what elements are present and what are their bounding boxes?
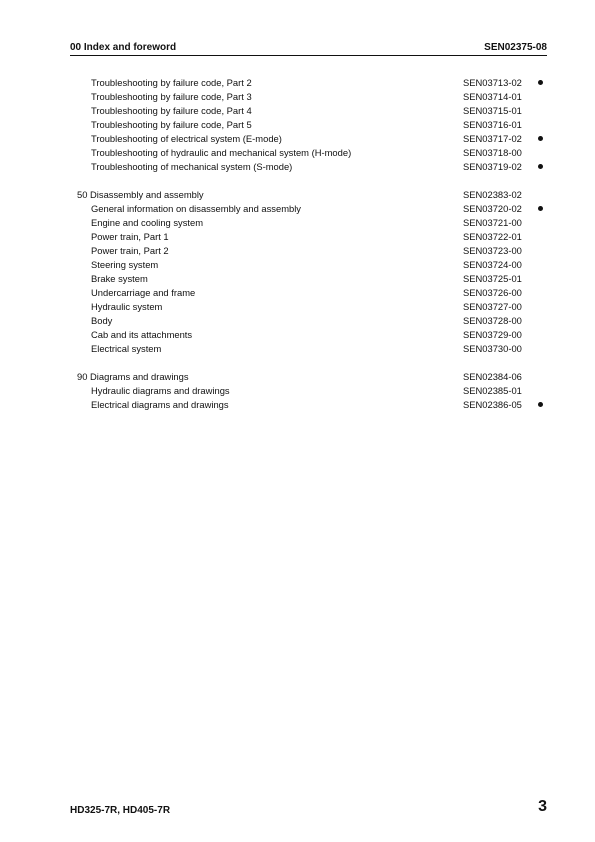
toc-entry-row <box>70 90 547 104</box>
toc-entry-title: Cab and its attachments <box>91 329 193 340</box>
toc-entry-code: SEN03723-00 <box>463 245 522 256</box>
bullet-dot-icon <box>538 402 543 407</box>
bullet-dot-icon <box>538 136 543 141</box>
toc-entry-row <box>70 328 547 342</box>
toc-entry-code: SEN03718-00 <box>463 147 522 158</box>
header-divider <box>70 55 547 56</box>
toc-entry-row <box>70 272 547 286</box>
toc-entry-code: SEN03721-00 <box>463 217 522 228</box>
toc-entry-title: Troubleshooting by failure code, Part 2 <box>91 77 252 88</box>
toc-entry-code: SEN03729-00 <box>463 329 522 340</box>
toc-entry-row <box>70 132 547 146</box>
revision-bullet-icon <box>533 132 547 146</box>
toc-entry-row <box>70 76 547 90</box>
bullet-dot-icon <box>538 164 543 169</box>
revision-bullet-icon <box>533 160 547 174</box>
toc-section <box>70 188 547 356</box>
toc-section <box>70 370 547 412</box>
toc-entry-title: Troubleshooting by failure code, Part 3 <box>91 91 252 102</box>
toc-entry-title: Steering system <box>91 259 159 270</box>
toc-entry-title: Troubleshooting by failure code, Part 5 <box>91 119 252 130</box>
header-section-title: 00 Index and foreword <box>70 42 177 53</box>
footer-model-names: HD325-7R, HD405-7R <box>70 805 171 816</box>
toc-entry-title: Troubleshooting of hydraulic and mechanical system (H-mode) <box>91 147 352 158</box>
toc-entry-title: Hydraulic diagrams and drawings <box>91 385 230 396</box>
toc-entry-row <box>70 286 547 300</box>
toc-entry-code: SEN03714-01 <box>463 91 522 102</box>
toc-entry-code: SEN03727-00 <box>463 301 522 312</box>
toc-entry-row <box>70 342 547 356</box>
toc-entry-code: SEN03724-00 <box>463 259 522 270</box>
toc-entry-code: SEN03722-01 <box>463 231 522 242</box>
toc-entry-title: Troubleshooting by failure code, Part 4 <box>91 105 252 116</box>
toc-entry-title: Power train, Part 2 <box>91 245 169 256</box>
toc-entry-code: SEN03716-01 <box>463 119 522 130</box>
toc-entry-code: SEN02383-02 <box>463 189 522 200</box>
toc-entry-title: 50 Disassembly and assembly <box>77 189 204 200</box>
toc-entry-row <box>70 314 547 328</box>
toc-entry-row <box>70 230 547 244</box>
toc-entry-title: Troubleshooting of electrical system (E-mode) <box>91 133 282 144</box>
toc-entry-code: SEN03720-02 <box>463 203 522 214</box>
toc-entry-code: SEN02384-06 <box>463 371 522 382</box>
toc-entry-row <box>70 104 547 118</box>
page-header <box>70 37 547 53</box>
toc-entry-row <box>70 202 547 216</box>
page-footer <box>70 798 547 816</box>
toc-entry-code: SEN02386-05 <box>463 399 522 410</box>
toc-entry-title: Undercarriage and frame <box>91 287 196 298</box>
toc-entry-row <box>70 160 547 174</box>
toc-entry-title: Engine and cooling system <box>91 217 204 228</box>
revision-bullet-icon <box>533 202 547 216</box>
toc-entry-code: SEN03728-00 <box>463 315 522 326</box>
toc-entry-title: Electrical diagrams and drawings <box>91 399 229 410</box>
toc-entry-code: SEN03719-02 <box>463 161 522 172</box>
bullet-dot-icon <box>538 80 543 85</box>
toc-entry-title: 90 Diagrams and drawings <box>77 371 189 382</box>
toc-entry-code: SEN03725-01 <box>463 273 522 284</box>
table-of-contents <box>70 76 547 426</box>
toc-entry-row <box>70 384 547 398</box>
toc-entry-row <box>70 300 547 314</box>
toc-entry-title: General information on disassembly and assembly <box>91 203 301 214</box>
toc-entry-row <box>70 244 547 258</box>
toc-entry-code: SEN03715-01 <box>463 105 522 116</box>
toc-entry-row <box>70 216 547 230</box>
revision-bullet-icon <box>533 76 547 90</box>
toc-entry-title: Hydraulic system <box>91 301 163 312</box>
toc-entry-row <box>70 118 547 132</box>
toc-entry-row <box>70 398 547 412</box>
toc-entry-title: Body <box>91 315 113 326</box>
toc-entry-title: Electrical system <box>91 343 162 354</box>
toc-entry-title: Brake system <box>91 273 148 284</box>
toc-section <box>70 76 547 174</box>
revision-bullet-icon <box>533 398 547 412</box>
toc-entry-row <box>70 146 547 160</box>
toc-entry-title: Power train, Part 1 <box>91 231 169 242</box>
toc-entry-title: Troubleshooting of mechanical system (S-mode) <box>91 161 293 172</box>
bullet-dot-icon <box>538 206 543 211</box>
toc-entry-code: SEN03717-02 <box>463 133 522 144</box>
toc-chapter-row <box>70 188 547 202</box>
toc-entry-code: SEN03726-00 <box>463 287 522 298</box>
toc-entry-code: SEN03713-02 <box>463 77 522 88</box>
page-number: 3 <box>538 798 547 815</box>
toc-entry-code: SEN02385-01 <box>463 385 522 396</box>
toc-entry-code: SEN03730-00 <box>463 343 522 354</box>
toc-chapter-row <box>70 370 547 384</box>
toc-entry-row <box>70 258 547 272</box>
header-document-code: SEN02375-08 <box>484 42 547 53</box>
